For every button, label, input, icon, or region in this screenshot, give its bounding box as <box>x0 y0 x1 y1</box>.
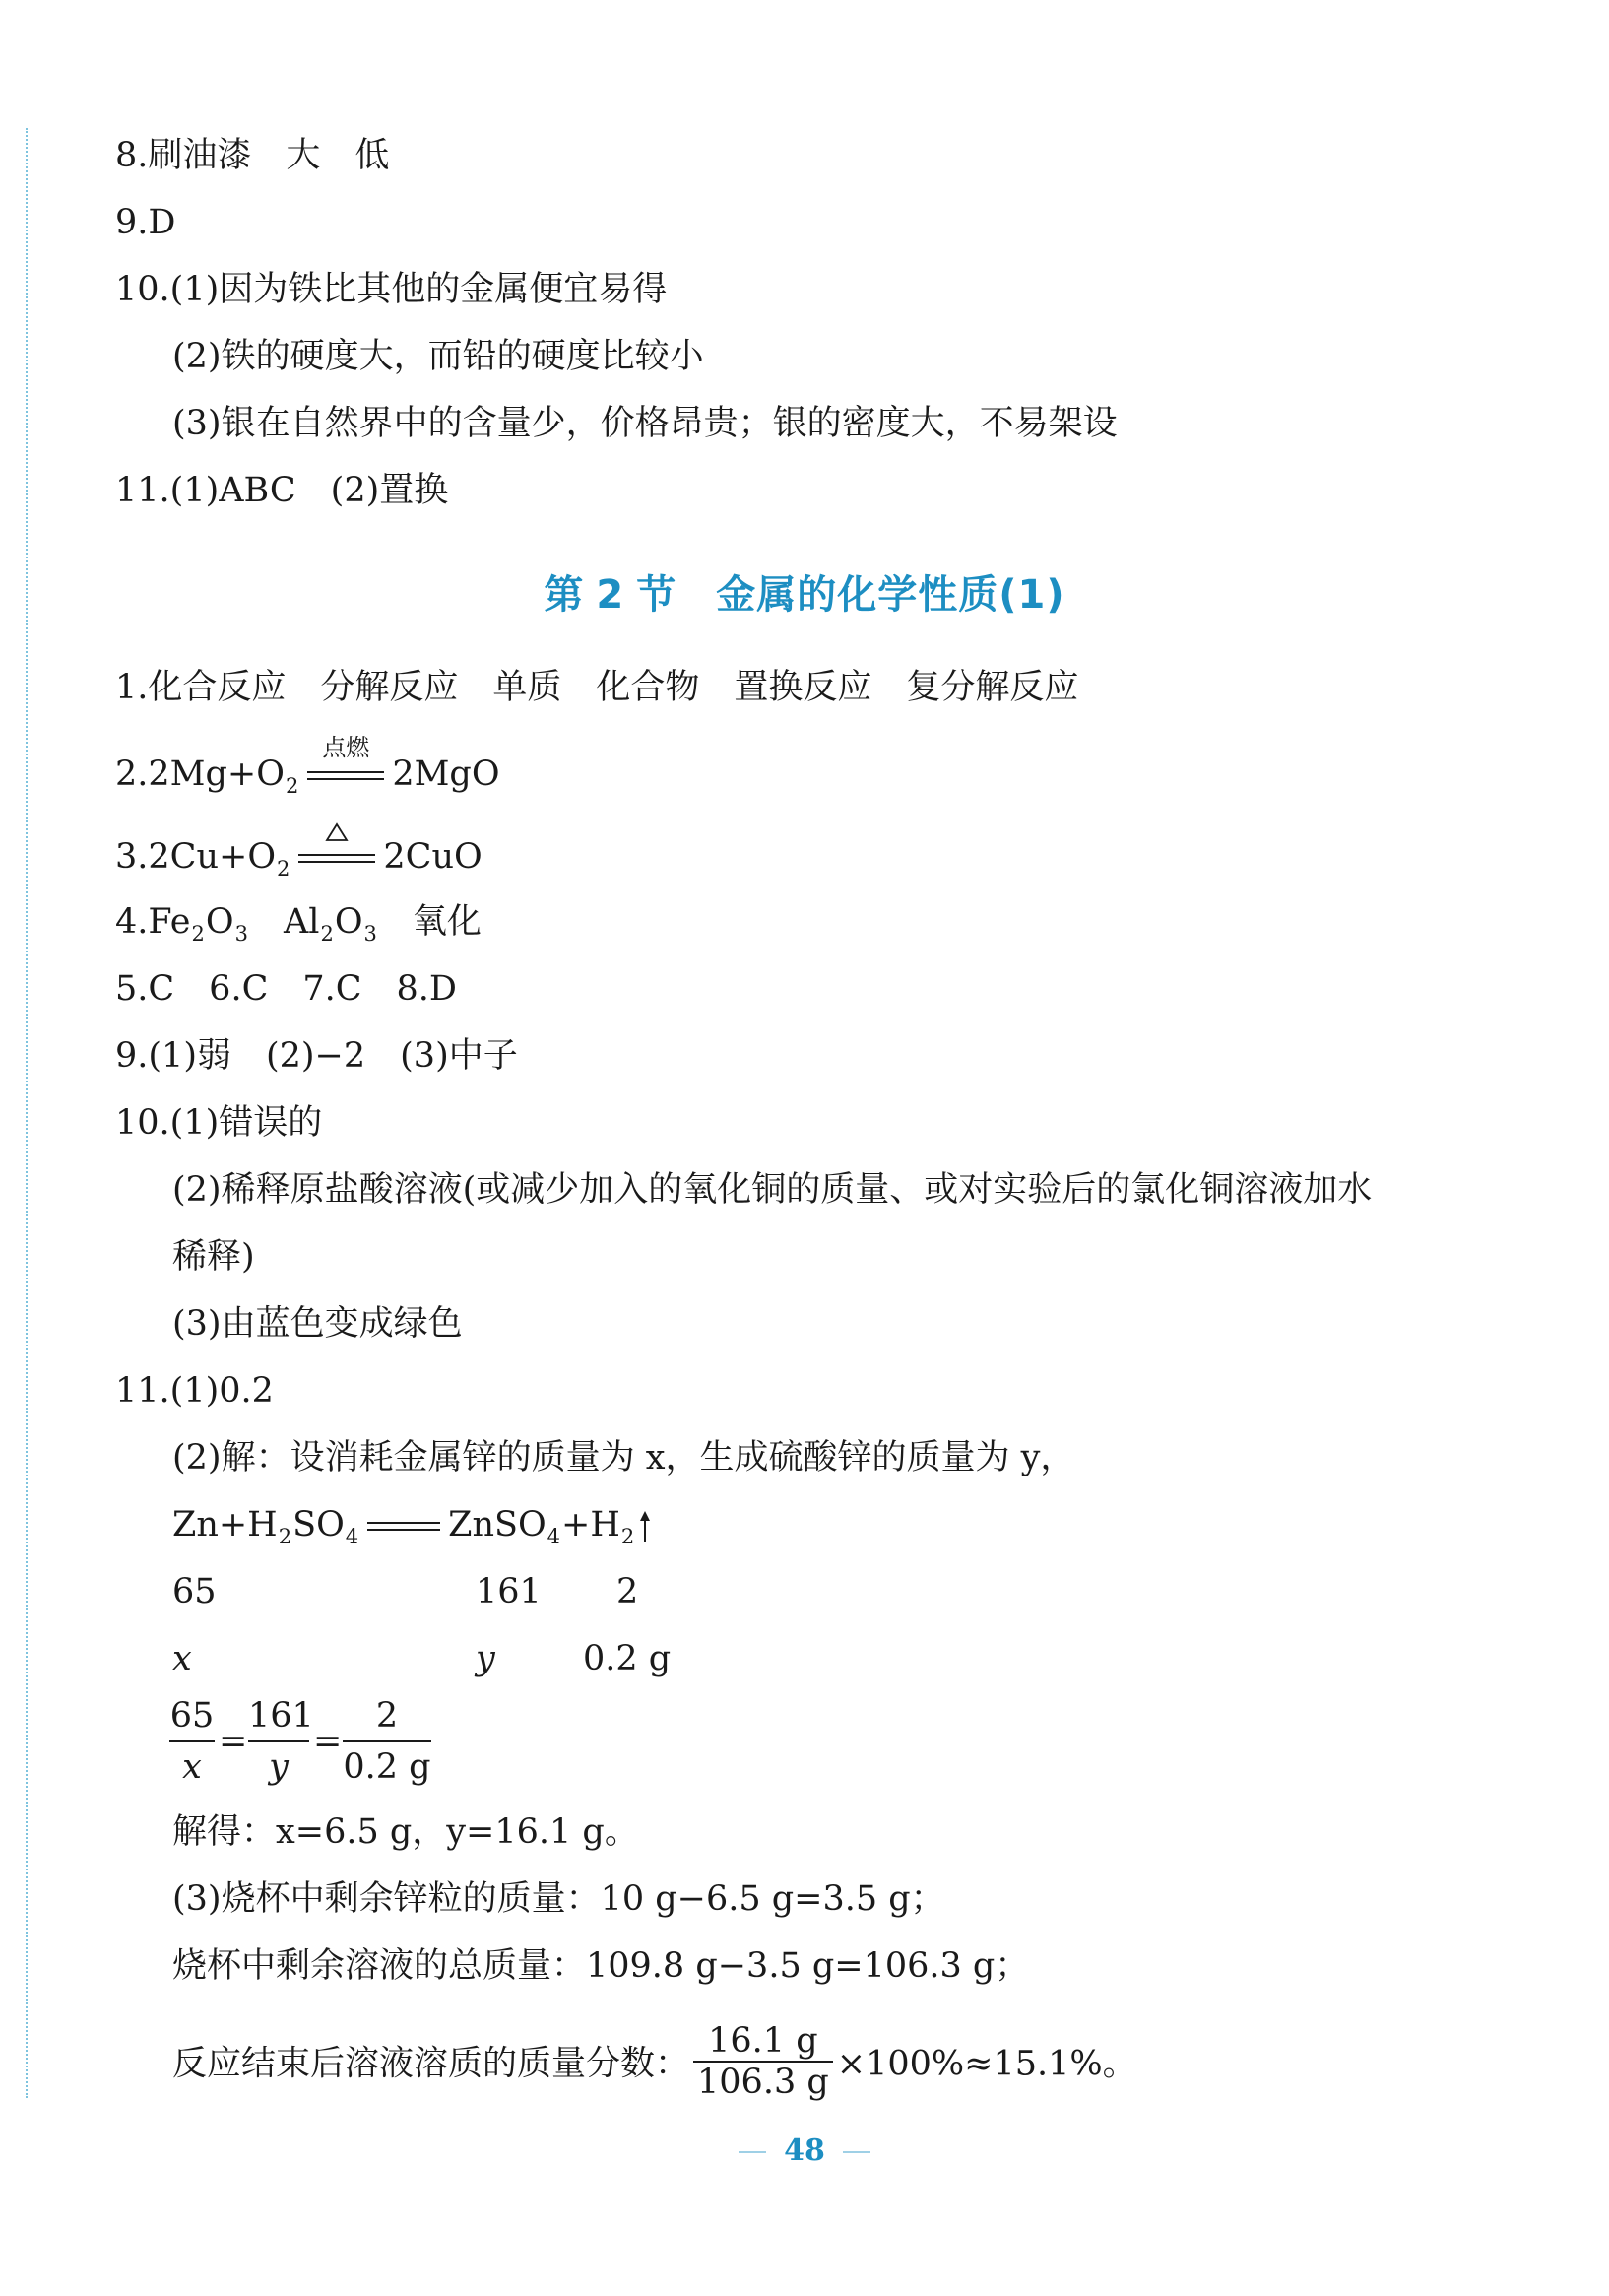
answer-10-2b: 稀释) <box>172 1237 255 1277</box>
answer-11-solve: 解得：x=6.5 g，y=16.1 g。 <box>172 1812 639 1852</box>
answer-11-1: 11.(1)0.2 <box>115 1371 274 1410</box>
answer-11-3c: 反应结束后溶液溶质的质量分数： $\frac{16.1 g}{106.3 g}$ ×100%≈15.1%。 <box>172 2021 1137 2102</box>
section-label: 第 <box>544 572 585 618</box>
answer-4: $4.Fe_2O_3$ $Al_2O_3$ 氧化 <box>115 902 482 946</box>
equals-sign-1: = <box>219 1722 248 1761</box>
answer-1: 1.化合反应 分解反应 单质 化合物 置换反应 复分解反应 <box>115 668 1079 707</box>
prev-answer-10-3: (3)银在自然界中的含量少，价格昂贵；银的密度大，不易架设 <box>172 404 1118 443</box>
ratio-row2-b: y <box>476 1639 495 1678</box>
answer-11-2-intro: (2)解：设消耗金属锌的质量为 x，生成硫酸锌的质量为 y， <box>172 1438 1075 1477</box>
mass-fraction: $\frac{16.1 g}{106.3 g}$ <box>693 2021 833 2102</box>
answer-2: $2.2Mg+O_2$ 点燃 2MgO <box>115 733 500 798</box>
fraction-65-x: 65 x <box>169 1696 215 1787</box>
equation-equals <box>367 1512 440 1542</box>
equals-sign-2: = <box>313 1722 343 1761</box>
prev-answer-10-1: 10.(1)因为铁比其他的金属便宜易得 <box>115 270 668 309</box>
section-title <box>0 563 1609 620</box>
reaction-condition-ignite: 点燃 <box>307 761 384 791</box>
ratio-row2-c: 0.2 g <box>583 1639 672 1678</box>
fraction-2-0.2g: 2 0.2 g <box>343 1696 431 1787</box>
answer-10-2a: (2)稀释原盐酸溶液(或减少加入的氧化铜的质量、或对实验后的氯化铜溶液加水 <box>172 1170 1373 1210</box>
reaction-equation: $Zn+H_2SO_4$ $ZnSO_4+H_2$ <box>172 1503 651 1550</box>
answer-11-3b: 烧杯中剩余溶液的总质量：109.8 g−3.5 g=106.3 g； <box>172 1946 1030 1986</box>
answer-10-1: 10.(1)错误的 <box>115 1103 323 1143</box>
prev-answer-10-2: (2)铁的硬度大，而铅的硬度比较小 <box>172 337 704 376</box>
fraction-161-y: 161 y <box>248 1696 314 1787</box>
section-name: 金属的化学性质(1) <box>716 572 1065 618</box>
answer-3: $3.2Cu+O_2$ 2CuO <box>115 835 483 883</box>
ratio-row1-b: 161 <box>476 1572 542 1611</box>
answer-10-3: (3)由蓝色变成绿色 <box>172 1304 463 1344</box>
prev-answer-11: 11.(1)ABC (2)置换 <box>115 471 449 510</box>
answer-9: 9.(1)弱 (2)−2 (3)中子 <box>115 1036 518 1076</box>
section-unit: 节 <box>636 572 677 618</box>
section-number: 2 <box>596 572 625 618</box>
page-number: 48 <box>0 2132 1609 2171</box>
ratio-row2-a: x <box>172 1639 192 1678</box>
ratio-row1-a: 65 <box>172 1572 217 1611</box>
margin-dotted-line <box>26 128 28 2098</box>
prev-answer-8: 8.刷油漆 大 低 <box>115 136 390 175</box>
gas-arrow-up-icon <box>639 1511 651 1542</box>
prev-answer-9: 9.D <box>115 203 176 242</box>
reaction-condition-heat <box>298 844 375 874</box>
answer-5-8: 5.C 6.C 7.C 8.D <box>115 969 457 1009</box>
ratio-row1-c: 2 <box>616 1572 639 1611</box>
heat-triangle-icon <box>325 822 349 842</box>
answer-11-3a: (3)烧杯中剩余锌粒的质量：10 g−6.5 g=3.5 g； <box>172 1879 945 1919</box>
